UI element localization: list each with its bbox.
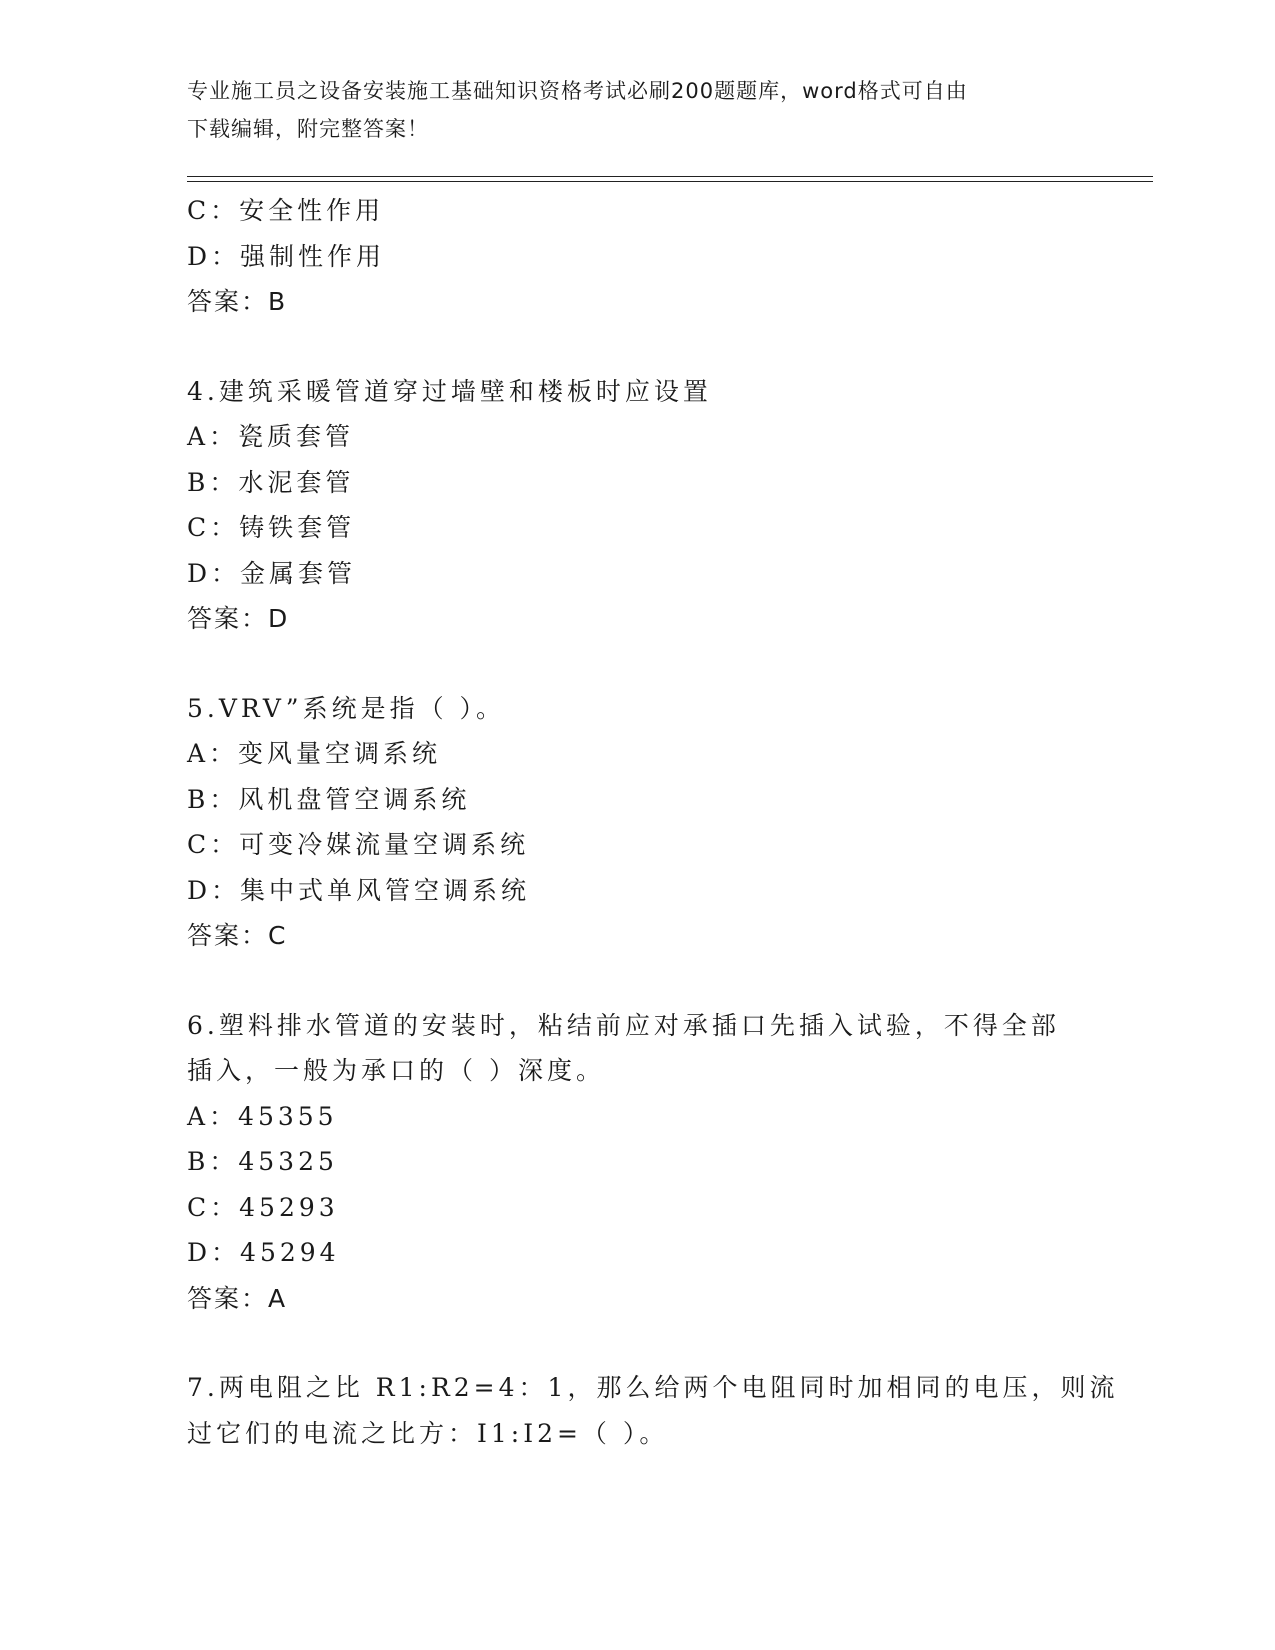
question-text-line-1: 7.两电阻之比 R1:R2=4：1，那么给两个电阻同时加相同的电压，则流	[187, 1373, 1119, 1402]
option-d: D：集中式单风管空调系统	[187, 875, 531, 905]
block-spacer	[187, 959, 1087, 1003]
question-text-line-1: 6.塑料排水管道的安装时，粘结前应对承插口先插入试验，不得全部	[187, 1010, 1060, 1040]
question-block-5	[187, 686, 1087, 959]
question-block-3	[187, 188, 1087, 325]
question-text: 4.建筑采暖管道穿过墙壁和楼板时应设置	[187, 376, 712, 406]
question-text-line-2: 插入，一般为承口的（ ）深度。	[187, 1056, 605, 1085]
question-block-4	[187, 369, 1087, 642]
question-list	[187, 188, 1119, 1456]
option-a: A：瓷质套管	[187, 422, 355, 451]
question-text: 5.VRV”系统是指（ ）。	[187, 693, 506, 723]
header-divider-bottom	[187, 181, 1153, 182]
option-b: B：水泥套管	[187, 467, 355, 497]
document-header	[187, 72, 1087, 148]
option-d: D：45294	[187, 1238, 340, 1267]
question-block-7	[187, 1365, 1119, 1456]
option-b: B：风机盘管空调系统	[187, 784, 471, 814]
answer-line: 答案：C	[187, 921, 288, 950]
option-c: C：安全性作用	[187, 196, 385, 225]
answer-line: 答案：B	[187, 287, 288, 316]
header-divider-top	[187, 176, 1153, 177]
question-text-line-2: 过它们的电流之比方：I1:I2=（ ）。	[187, 1418, 669, 1448]
option-c: C：45293	[187, 1192, 339, 1222]
option-a: A：45355	[187, 1101, 338, 1131]
option-d: D：金属套管	[187, 558, 357, 588]
block-spacer	[187, 642, 1087, 686]
option-c: C：可变冷媒流量空调系统	[187, 830, 530, 859]
header-line-1: 专业施工员之设备安装施工基础知识资格考试必刷200题题库，word格式可自由	[187, 79, 968, 103]
option-a: A：变风量空调系统	[187, 739, 442, 768]
question-block-6	[187, 1003, 1087, 1322]
option-d: D：强制性作用	[187, 241, 386, 271]
block-spacer	[187, 1321, 1087, 1365]
answer-line: 答案：D	[187, 604, 290, 633]
block-spacer	[187, 325, 1087, 369]
header-line-2: 下载编辑，附完整答案！	[187, 117, 429, 141]
answer-line: 答案：A	[187, 1283, 288, 1313]
option-c: C：铸铁套管	[187, 513, 356, 542]
option-b: B：45325	[187, 1147, 338, 1176]
